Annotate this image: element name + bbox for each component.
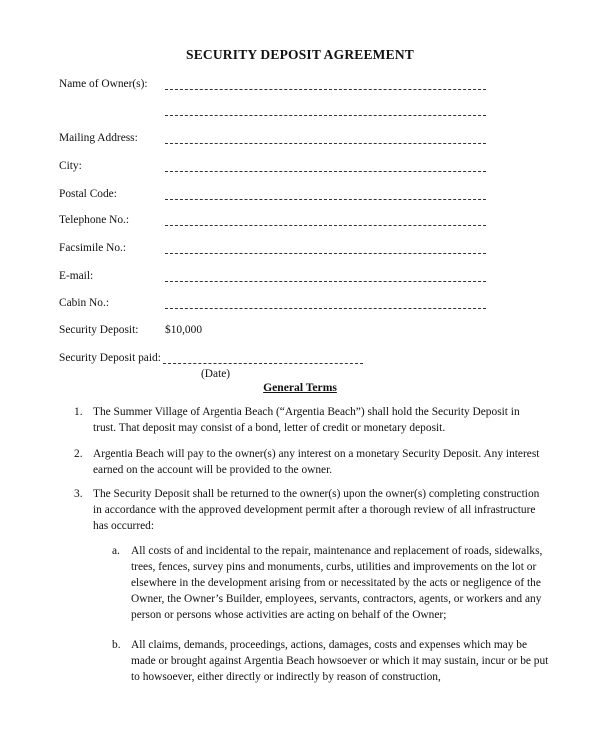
telephone-label: Telephone No.: [59,214,130,226]
term-item [74,446,544,478]
general-terms-heading: General Terms [263,381,337,394]
city-line[interactable] [165,171,486,172]
term-item [74,486,544,534]
mailing-address-line[interactable] [165,143,486,144]
cabin-number-line[interactable] [165,308,486,309]
facsimile-line[interactable] [165,253,486,254]
security-deposit-paid-line[interactable] [163,363,363,364]
cabin-number-label: Cabin No.: [59,297,109,309]
term-item [74,404,544,436]
owner-name-line-2[interactable] [165,115,486,116]
telephone-line[interactable] [165,225,486,226]
security-deposit-label: Security Deposit: [59,324,139,336]
facsimile-label: Facsimile No.: [59,242,127,254]
email-line[interactable] [165,281,486,282]
term-text: The Summer Village of Argentia Beach (“Argentia Beach”) shall hold the Security Deposit in trust. That deposit may consist of a bond, letter of credit or monetary deposit. [93,406,520,434]
postal-code-label: Postal Code: [59,188,117,200]
term-number: 2. [74,448,83,460]
subterm-text: All costs of and incidental to the repair, maintenance and replacement of roads, sidewalks, trees, fences, survey pins and monuments, curbs, utilities and improvements on the lot or elsewhere in the development arising from or necessitated by the acts or negligence of the Owner, the Owner’s Builder, employees, servants, contractors, agents, or workers and any person or persons whose activities are acting on behalf of the Owner; [131,545,543,621]
date-label: (Date) [201,368,231,380]
owner-name-label: Name of Owner(s): [59,78,148,90]
security-deposit-paid-label: Security Deposit paid: [59,352,161,364]
city-label: City: [59,160,82,172]
mailing-address-label: Mailing Address: [59,132,138,144]
subterm-text: All claims, demands, proceedings, actions, damages, costs and expenses which may be made or brought against Argentia Beach howsoever or which it may sustain, incur or be put to howsoever, either directly or indirectly by reason of construction, [131,639,549,683]
term-text: Argentia Beach will pay to the owner(s) any interest on a monetary Security Deposit. Any interest earned on the account will be provided to the owner. [93,448,540,476]
subterm-letter: a. [112,545,120,557]
subterm-item [112,543,552,623]
subterm-letter: b. [112,639,121,651]
term-number: 3. [74,488,83,500]
security-deposit-value: $10,000 [165,324,203,336]
term-text: The Security Deposit shall be returned to the owner(s) upon the owner(s) completing construction in accordance with the approved development permit after a thorough review of all infrastructure has occurred: [93,488,540,532]
term-number: 1. [74,406,83,418]
subterm-item [112,637,552,685]
owner-name-line-1[interactable] [165,89,486,90]
postal-code-line[interactable] [165,199,486,200]
email-label: E-mail: [59,270,94,282]
document-title: SECURITY DEPOSIT AGREEMENT [185,47,414,62]
